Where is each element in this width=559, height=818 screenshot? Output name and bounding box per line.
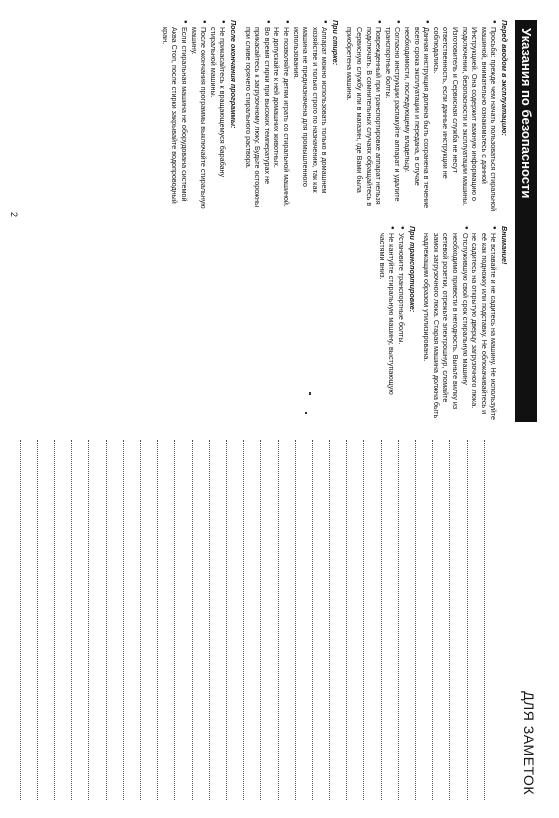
- note-line: [174, 440, 191, 800]
- section-heading: Внимание!: [500, 226, 509, 265]
- notes-lines: [20, 440, 501, 800]
- safety-bullet: ● Во время стирки при высоких температурах не прикасайтесь к загрузочному люку. Будьте осторожны при сливе горячего стирального раствора.: [243, 20, 272, 216]
- safety-bullet: ● Согласно инструкции распакуйте аппарат и удалите транспортные болты.: [383, 20, 402, 216]
- note-line: [123, 440, 140, 800]
- section-heading: Перед вводом в эксплуатацию:: [500, 20, 509, 136]
- note-line: [54, 440, 71, 800]
- safety-column-1: [160, 20, 509, 216]
- safety-bullet: ● Поврежденный при транспортировке аппарат нельзя подключать. В сомнительных случаях обращайтесь в Сервисную службу или в магазин, где Вами была приобретена машина.: [345, 20, 383, 216]
- note-line: [20, 440, 37, 800]
- safety-bullet: ● Аппарат можно использовать только в домашнем хозяйстве и только строго по назначению, так как машина не предназначена для промышленного использования.: [291, 20, 329, 216]
- note-line: [467, 440, 484, 800]
- safety-bullet: ● После окончания программы выключайте стиральную машину.: [189, 20, 208, 216]
- note-line: [312, 440, 329, 800]
- safety-bullet: ● Если стиральная машина не оборудована системой Аква Стоп, после стирки закрывайте водопроводный кран.: [160, 20, 189, 216]
- safety-title-banner: Указания по безопасности: [515, 20, 537, 422]
- note-line: [209, 440, 226, 800]
- note-line: [226, 440, 243, 800]
- safety-column-2: [377, 226, 509, 422]
- note-line: [71, 440, 88, 800]
- note-line: [243, 440, 260, 800]
- safety-bullet: ● Не вставайте и не садитесь на машину. Не используйте её как подножку или подставку. Не облокачивайтесь и не садитесь на открытую дверцу загрузочного люка.: [470, 226, 499, 422]
- section-heading: При транспортировке:: [407, 226, 417, 313]
- section-heading: При стирке:: [330, 20, 340, 66]
- note-line: [364, 440, 381, 800]
- note-line: [432, 440, 449, 800]
- note-line: [140, 440, 157, 800]
- note-line: [260, 440, 277, 800]
- note-line: [192, 440, 209, 800]
- note-line: [37, 440, 54, 800]
- note-line: [278, 440, 295, 800]
- page-number: 2: [9, 212, 19, 218]
- notes-title: ДЛЯ ЗАМЕТОК: [521, 691, 537, 795]
- note-line: [346, 440, 363, 800]
- note-line: [398, 440, 415, 800]
- note-line: [381, 440, 398, 800]
- note-line: [295, 440, 312, 800]
- note-line: [106, 440, 123, 800]
- note-line: [484, 440, 501, 800]
- safety-bullet: ● Отслужившую свой срок стиральную машину необходимо привести в негодность. Выньте вилку из сетевой розетки, отрежьте электрошнур, сломайте замок загрузочного люка. Старая машина должна быть надлежащим образом утилизирована.: [422, 226, 470, 422]
- note-line: [449, 440, 466, 800]
- safety-bullet: ● Установите транспортные болты.: [396, 226, 406, 422]
- safety-bullet: ● Не прикасайтесь к вращающемуся барабану стиральной машины.: [208, 20, 227, 216]
- safety-bullet: ● Данная инструкция должна быть сохранена в течение всего срока эксплуатации и передана, в случае необходимости, последующему владельцу.: [402, 20, 431, 216]
- safety-bullet: ● Не кантуйте стиральную машину, выступающую частями вниз.: [377, 226, 396, 422]
- section-heading: После окончания программы:: [228, 20, 238, 129]
- notes-section: [0, 440, 559, 818]
- note-line: [329, 440, 346, 800]
- note-line: [415, 440, 432, 800]
- scan-speck: [309, 392, 311, 395]
- safety-bullet: ● Просьба: прежде чем начать пользоваться стиральной машиной, внимательно ознакомьтесь с данной Инструкцией. Она содержит важную информацию о подключении, безопасности и эксплуатации машины. Изготовитель и Сервисная служба не несут ответственность, если данные инструкции не соблюдались.: [431, 20, 498, 216]
- scan-speck: [305, 412, 307, 414]
- note-line: [157, 440, 174, 800]
- safety-bullet: ● Не позволяйте детям играть со стиральной машиной. Не допускайте к ней домашних животных.: [272, 20, 291, 216]
- note-line: [89, 440, 106, 800]
